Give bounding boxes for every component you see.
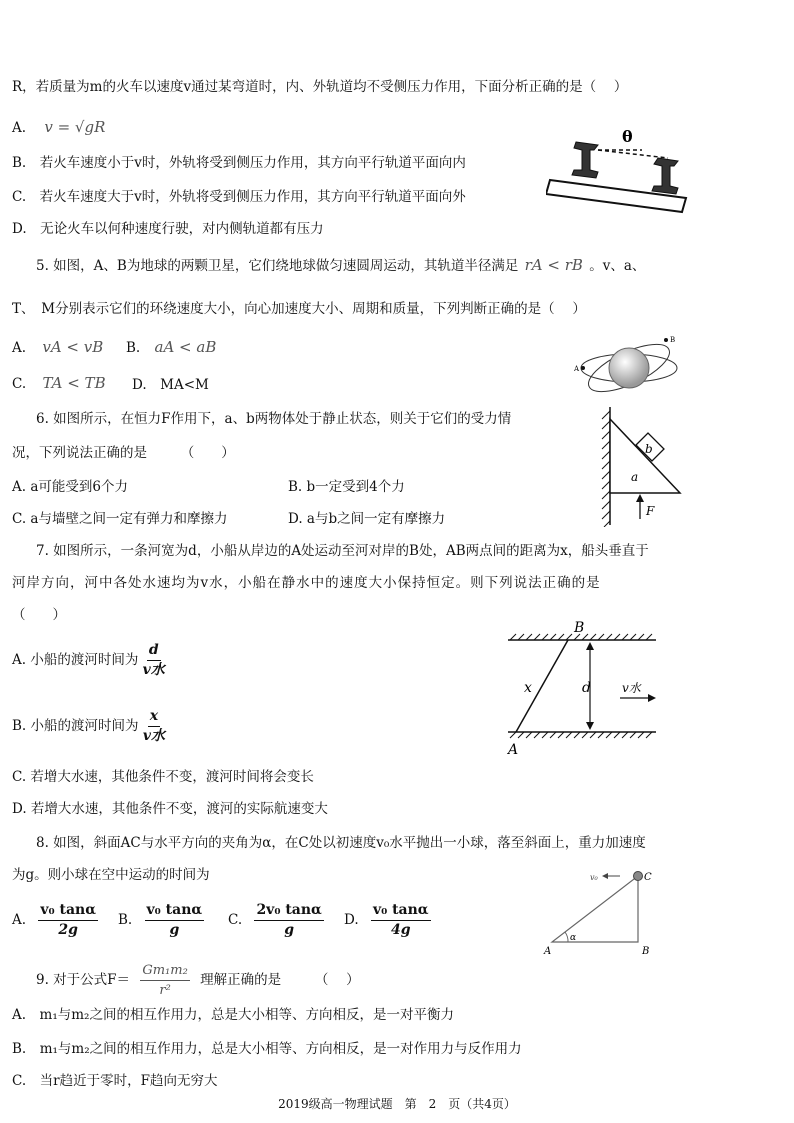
q6-stem-line2: 况，下列说法正确的是 （ ） <box>12 445 235 461</box>
q7-option-b-text: B. 小船的渡河时间为 <box>12 718 139 734</box>
q8-option-d-denominator: 4g <box>390 922 411 938</box>
q7-option-b-fraction <box>143 708 165 745</box>
q8-option-b-fraction <box>145 902 205 939</box>
q8-option-a-numerator: v₀ tanα <box>38 902 98 921</box>
q7-option-a-numerator: d <box>147 642 161 661</box>
q9-stem-text: 9. 对于公式F＝ <box>36 972 131 988</box>
q4-option-b: B. 若火车速度小于v时，外轨将受到侧压力作用，其方向平行轨道平面向内 <box>12 155 466 171</box>
q8-option-b-numerator: v₀ tanα <box>145 902 205 921</box>
q6-block-a-label: a <box>631 470 639 484</box>
q7-option-a-denominator: v水 <box>142 662 165 678</box>
q7-option-b-denominator: v水 <box>142 728 165 744</box>
q8-option-b <box>118 902 204 939</box>
q6-force-f-label: F <box>646 504 655 518</box>
q6-option-d: D. a与b之间一定有摩擦力 <box>288 511 446 527</box>
q4-option-c: C. 若火车速度大于v时，外轨将受到侧压力作用，其方向平行轨道平面向外 <box>12 189 466 205</box>
q4-stem: R，若质量为m的火车以速度v通过某弯道时，内、外轨道均不受侧压力作用，下面分析正确的是（ ） <box>12 79 628 95</box>
q5-option-b-label: B. <box>126 340 141 356</box>
q5-stem-line2: T、 M分别表示它们的环绕速度大小，向心加速度大小、周期和质量，下列判断正确的是（ ） <box>12 301 586 317</box>
q7-width-d-label: d <box>582 680 591 696</box>
q5-option-c-label: C. <box>12 376 27 392</box>
q7-option-d: D. 若增大水速，其他条件不变，渡河的实际航速变大 <box>12 801 328 817</box>
q4-option-d: D. 无论火车以何种速度行驶，对内侧轨道都有压力 <box>12 221 324 237</box>
q7-distance-x-label: x <box>524 680 532 696</box>
q7-water-speed-label: v水 <box>622 681 641 695</box>
q5-option-b-formula: aA < aB <box>154 338 217 356</box>
q5-option-a-formula: vA < vB <box>42 338 104 356</box>
q7-option-c: C. 若增大水速，其他条件不变，渡河时间将会变长 <box>12 769 314 785</box>
q6-option-c: C. a与墙壁之间一定有弹力和摩擦力 <box>12 511 228 527</box>
q6-block-b-label: b <box>645 442 653 456</box>
q9-option-b: B. m₁与m₂之间的相互作用力，总是大小相等、方向相反，是一对作用力与反作用力 <box>12 1041 522 1057</box>
q8-option-d-label: D. <box>344 912 359 928</box>
q8-option-c <box>228 902 324 939</box>
q8-option-c-label: C. <box>228 912 243 928</box>
q6-option-b: B. b一定受到4个力 <box>288 479 405 495</box>
q8-option-a-label: A. <box>12 912 27 928</box>
q8-option-c-fraction <box>254 902 323 939</box>
q6-option-a: A. a可能受到6个力 <box>12 479 128 495</box>
q6-stem-line1: 6. 如图所示，在恒力F作用下，a、b两物体处于静止状态，则关于它们的受力情 <box>36 411 512 427</box>
q4-option-a-label: A. <box>12 120 27 136</box>
q9-option-a: A. m₁与m₂之间的相互作用力，总是大小相等、方向相反，是一对平衡力 <box>12 1007 454 1023</box>
q7-option-b-numerator: x <box>148 708 160 727</box>
q5-option-c <box>12 374 106 393</box>
q8-v0-label: v₀ <box>590 873 598 882</box>
q7-stem-line2: 河岸方向，河中各处水速均为v水，小船在静水中的速度大小保持恒定。则下列说法正确的是 <box>12 575 601 591</box>
q7-stem-line3: （ ） <box>12 607 66 623</box>
q8-option-a-fraction <box>38 902 98 939</box>
q5-stem-tail: 。v、a、 <box>589 258 646 274</box>
q7-river-figure <box>502 616 662 760</box>
q7-option-b <box>12 708 165 745</box>
page-footer: 2019级高一物理试题 第 2 页（共4页） <box>278 1097 516 1111</box>
q5-option-b <box>126 338 216 357</box>
q4-option-a <box>12 118 105 137</box>
q8-option-b-denominator: g <box>169 922 180 938</box>
q7-point-a-label: A <box>508 742 519 758</box>
q6-wall-figure <box>598 405 686 527</box>
q5-sat-a-label: A <box>574 365 580 373</box>
q9-stem-tail: 理解正确的是 （ ） <box>200 972 360 988</box>
q8-point-b-label: B <box>642 946 650 957</box>
q9-formula-numerator: Gm₁m₂ <box>140 962 189 981</box>
q7-stem-line1: 7. 如图所示，一条河宽为d，小船从岸边的A处运动至河对岸的B处，AB两点间的距离为x，船头垂直于 <box>36 543 649 559</box>
q8-option-b-label: B. <box>118 912 133 928</box>
q8-stem-line1: 8. 如图，斜面AC与水平方向的夹角为α，在C处以初速度v₀水平抛出一小球，落至斜面上，重力加速度 <box>36 835 646 851</box>
q9-stem <box>36 962 360 999</box>
q8-point-c-label: C <box>644 872 652 883</box>
q9-gravitation-formula <box>140 962 189 999</box>
q5-option-d: D. MA<M <box>132 377 209 393</box>
q5-option-a-label: A. <box>12 340 27 356</box>
q8-alpha-label: α <box>570 933 577 943</box>
q8-point-a-label: A <box>544 946 552 957</box>
q7-option-a <box>12 642 165 679</box>
q5-option-c-formula: TA < TB <box>42 374 106 392</box>
q4-rail-figure <box>546 120 696 218</box>
q7-point-b-label: B <box>574 620 585 636</box>
q8-option-a-denominator: 2g <box>58 922 78 938</box>
q5-satellite-figure <box>574 330 684 410</box>
q5-stem-text: 5. 如图，A、B为地球的两颗卫星，它们绕地球做匀速圆周运动，其轨道半径满足 <box>36 258 519 274</box>
q5-stem-line1 <box>36 256 645 275</box>
q4-theta-label: θ <box>622 127 633 146</box>
q9-formula-denominator: r² <box>159 983 171 998</box>
q7-option-a-fraction <box>143 642 165 679</box>
q8-option-c-numerator: 2v₀ tanα <box>254 902 323 921</box>
q5-radius-formula: rA < rB <box>524 256 583 274</box>
q5-sat-b-label: B <box>670 336 676 344</box>
q8-incline-figure <box>540 862 664 958</box>
q5-option-a <box>12 338 103 357</box>
q8-option-a <box>12 902 98 939</box>
q8-stem-line2: 为g。则小球在空中运动的时间为 <box>12 867 210 883</box>
q8-option-d-fraction <box>371 902 431 939</box>
q8-option-d <box>344 902 431 939</box>
q8-option-d-numerator: v₀ tanα <box>371 902 431 921</box>
q7-option-a-text: A. 小船的渡河时间为 <box>12 652 139 668</box>
q8-option-c-denominator: g <box>284 922 295 938</box>
q9-option-c: C. 当r趋近于零时，F趋向无穷大 <box>12 1073 218 1089</box>
q4-option-a-formula: v = √gR <box>44 118 106 136</box>
